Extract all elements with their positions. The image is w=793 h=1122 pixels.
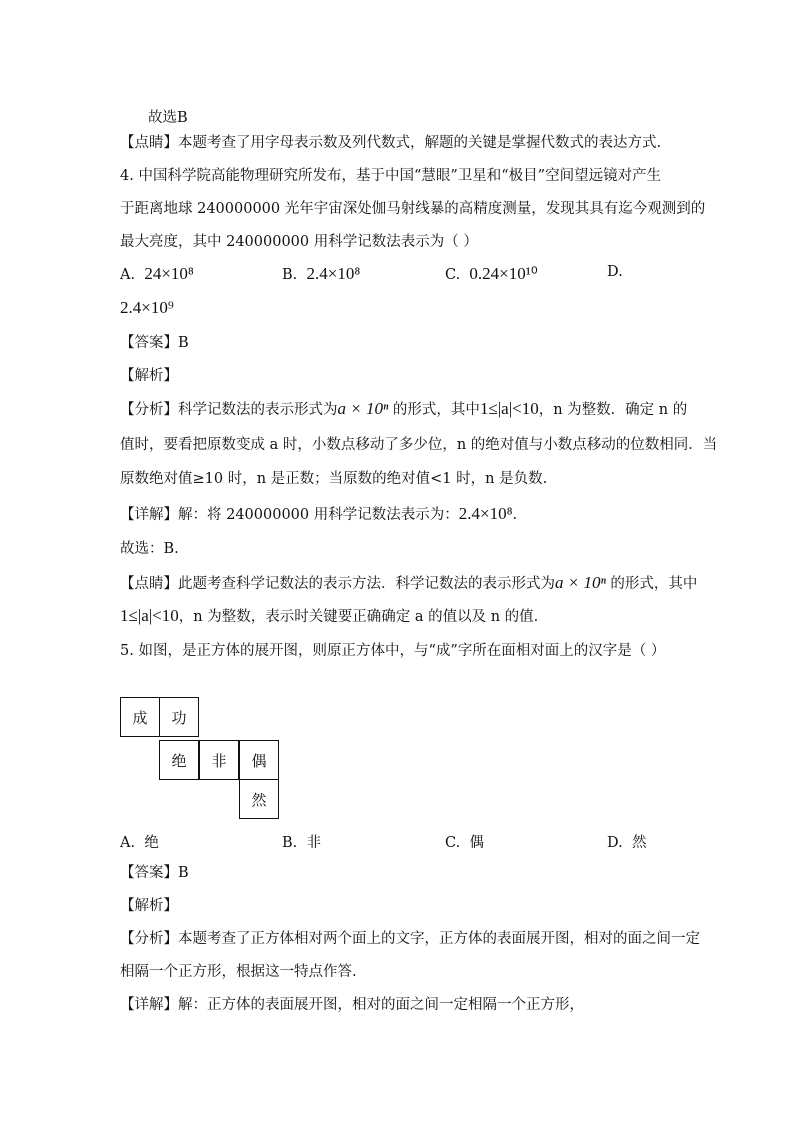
option-a: A. 24×10⁸ [120, 264, 194, 283]
option-b: B. 2.4×10⁸ [282, 264, 361, 283]
answer: 【答案】B [120, 335, 189, 351]
cube-face: 功 [159, 697, 199, 737]
text-line: 原数绝对值≥10 时，n 是正数；当原数的绝对值<1 时，n 是负数. [120, 471, 548, 487]
text-line: 故选：B. [120, 541, 179, 557]
option-d: D. 然 [607, 835, 647, 851]
question-4: 4. 中国科学院高能物理研究所发布，基于中国“慧眼”卫星和“极目”空间望远镜对产生 [120, 168, 662, 184]
cube-face: 然 [239, 779, 279, 819]
cube-face: 非 [199, 740, 239, 780]
cube-face: 成 [120, 697, 160, 737]
text-line: 最大亮度，其中 240000000 用科学记数法表示为（ ） [120, 234, 478, 250]
question-5: 5. 如图，是正方体的展开图，则原正方体中，与“成”字所在面相对面上的汉字是（ ） [120, 643, 666, 659]
text-line: 故选B [148, 110, 188, 126]
analysis-heading: 【解析】 [120, 368, 178, 384]
text-line: 【分析】科学记数法的表示形式为a × 10ⁿ 的形式，其中1≤|a|<10，n 为整数．确定 n 的 [120, 399, 688, 418]
text-line: 1≤|a|<10，n 为整数，表示时关键要正确确定 a 的值以及 n 的值. [120, 606, 539, 625]
analysis-heading: 【解析】 [120, 898, 178, 914]
cube-face: 绝 [159, 740, 199, 780]
text-line: 【点睛】此题考查科学记数法的表示方法．科学记数法的表示形式为a × 10ⁿ 的形式，其中 [120, 573, 698, 592]
text-line: 【详解】解：将 240000000 用科学记数法表示为：2.4×10⁸. [120, 504, 518, 523]
text-line: 【详解】解：正方体的表面展开图，相对的面之间一定相隔一个正方形， [120, 997, 584, 1013]
option-c: C. 0.24×10¹⁰ [445, 264, 538, 283]
text-line: 【分析】本题考查了正方体相对两个面上的文字，正方体的表面展开图，相对的面之间一定 [120, 931, 700, 947]
option-b: B. 非 [282, 835, 321, 851]
option-d-value: 2.4×10⁹ [120, 298, 174, 317]
answer: 【答案】B [120, 865, 189, 881]
text-line: 相隔一个正方形，根据这一特点作答. [120, 964, 357, 980]
option-c: C. 偶 [445, 835, 484, 851]
text-line: 于距离地球 240000000 光年宇宙深处伽马射线暴的高精度测量，发现其具有迄今观测到的 [120, 201, 706, 217]
text-line: 【点睛】本题考查了用字母表示数及列代数式，解题的关键是掌握代数式的表达方式. [120, 135, 662, 151]
option-a: A. 绝 [120, 835, 159, 851]
cube-face: 偶 [239, 740, 279, 780]
option-d: D. [607, 264, 623, 280]
cube-net-figure [120, 697, 280, 821]
text-line: 值时，要看把原数变成 a 时，小数点移动了多少位，n 的绝对值与小数点移动的位数相同．当 [120, 437, 718, 453]
